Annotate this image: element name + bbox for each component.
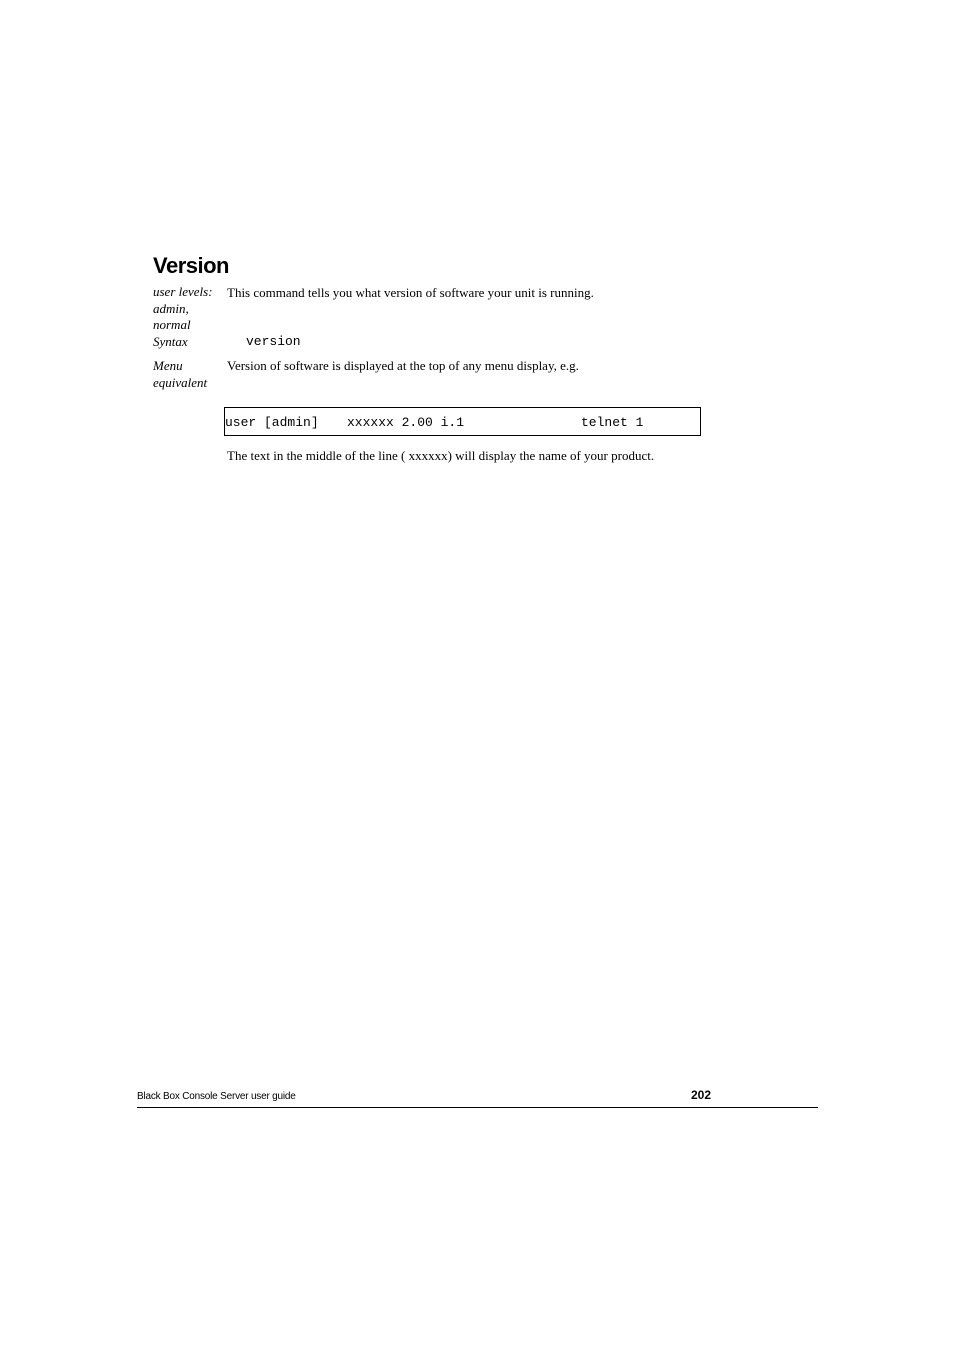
- user-level-admin: admin,: [153, 300, 189, 316]
- footer-guide-title: Black Box Console Server user guide: [137, 1091, 296, 1102]
- footer-page-number: 202: [691, 1088, 712, 1102]
- user-levels-label: user levels:: [153, 284, 213, 299]
- menu-example-user: user [admin]: [225, 415, 319, 430]
- menu-display-example: [224, 407, 701, 436]
- product-name-note: The text in the middle of the line ( xxxxxx) will display the name of your product.: [227, 448, 655, 463]
- user-levels-description: This command tells you what version of software your unit is running.: [227, 285, 594, 300]
- section-title: Version: [153, 253, 229, 278]
- syntax-command: version: [246, 334, 301, 349]
- syntax-label: Syntax: [153, 333, 188, 349]
- menu-example-product-version: xxxxxx 2.00 i.1: [347, 415, 465, 430]
- user-level-normal: normal: [153, 317, 191, 332]
- menu-equivalent-label-line2: equivalent: [153, 374, 208, 390]
- menu-equivalent-description: Version of software is displayed at the top of any menu display, e.g.: [227, 358, 579, 373]
- footer-rule: [137, 1107, 818, 1108]
- menu-equivalent-label-line1: Menu: [153, 357, 183, 373]
- menu-example-session: telnet 1: [581, 415, 644, 430]
